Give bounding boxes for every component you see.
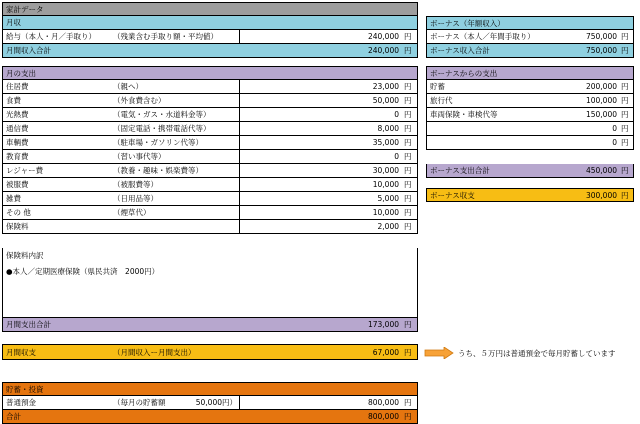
page-title: 家計データ: [6, 5, 44, 14]
bonus-income-total-row: [426, 44, 634, 58]
expense-row: [2, 206, 418, 220]
bonus-income-header: [426, 16, 634, 30]
expense-row-note: （親へ）: [113, 82, 143, 91]
column-divider: [239, 220, 240, 233]
savings-header: [2, 382, 418, 396]
bonus-expense-row-amount: 200,000: [585, 82, 617, 91]
savings-total-unit: 円: [404, 412, 412, 421]
bonus-income-total-amount: 750,000: [585, 46, 617, 55]
expense-row-label: 食費: [6, 96, 21, 105]
income-row-label: 給与（本人・月／手取り）: [6, 32, 96, 41]
column-divider: [239, 396, 240, 409]
expense-row-unit: 円: [404, 152, 412, 161]
savings-total-label: 合計: [6, 412, 21, 421]
monthly-balance-row: [2, 344, 418, 360]
bonus-expense-row: [426, 80, 634, 94]
bonus-expense-row-amount: 0: [612, 124, 617, 133]
bonus-expense-total-row: [426, 164, 634, 178]
expense-row-amount: 23,000: [372, 82, 399, 91]
expense-row-unit: 円: [404, 180, 412, 189]
bonus-expense-row-label: 貯蓄: [430, 82, 445, 91]
savings-row-note-amount: 50,000円）: [195, 398, 237, 407]
expense-row-note: （電気・ガス・水道料金等）: [113, 110, 211, 119]
expense-row-amount: 0: [394, 110, 399, 119]
column-divider: [239, 192, 240, 205]
bonus-expense-row-unit: 円: [621, 82, 629, 91]
savings-row-amount: 800,000: [367, 398, 399, 407]
bonus-expense-row-amount: 0: [612, 138, 617, 147]
column-divider: [239, 178, 240, 191]
expense-row-label: その 他: [6, 208, 31, 217]
expense-row: [2, 220, 418, 234]
insurance-breakdown-box: [2, 248, 418, 318]
bonus-income-row-amount: 750,000: [585, 32, 617, 41]
expense-row: [2, 108, 418, 122]
expense-row-label: 光熱費: [6, 110, 29, 119]
expense-row-note: （教養・趣味・娯楽費等）: [113, 166, 203, 175]
bonus-expense-total-label: ボーナス支出合計: [430, 166, 490, 175]
income-row: [2, 30, 418, 44]
expense-total-amount: 173,000: [367, 320, 399, 329]
bonus-balance-label: ボーナス収支: [430, 191, 475, 200]
income-row-unit: 円: [404, 32, 412, 41]
insurance-breakdown-item: ●本人／定期医療保険（県民共済 2000円）: [6, 267, 160, 276]
expense-row: [2, 80, 418, 94]
expense-row-unit: 円: [404, 124, 412, 133]
expense-row-unit: 円: [404, 82, 412, 91]
savings-row-label: 普通預金: [6, 398, 36, 407]
expense-row-unit: 円: [404, 208, 412, 217]
expense-row-unit: 円: [404, 222, 412, 231]
expense-row: [2, 150, 418, 164]
income-total-label: 月間収入合計: [6, 46, 51, 55]
bonus-expense-row: [426, 94, 634, 108]
income-total-unit: 円: [404, 46, 412, 55]
expense-total-unit: 円: [404, 320, 412, 329]
income-row-amount: 240,000: [367, 32, 399, 41]
bonus-income-header-label: ボーナス（年額収入）: [430, 19, 505, 28]
column-divider: [239, 108, 240, 121]
bonus-balance-unit: 円: [621, 191, 629, 200]
page-title-bar: [2, 2, 418, 16]
bonus-expense-row: [426, 108, 634, 122]
bonus-income-row-unit: 円: [621, 32, 629, 41]
expense-row-unit: 円: [404, 138, 412, 147]
expense-row-label: 住居費: [6, 82, 29, 91]
bonus-expense-row: [426, 136, 634, 150]
bonus-expense-row-label: 車両保険・車検代等: [430, 110, 498, 119]
bonus-expense-row-unit: 円: [621, 124, 629, 133]
expense-header: [2, 66, 418, 80]
expense-row-amount: 0: [394, 152, 399, 161]
expense-row-label: 雑費: [6, 194, 21, 203]
column-divider: [239, 206, 240, 219]
bonus-expense-header-label: ボーナスからの支出: [430, 69, 498, 78]
savings-total-amount: 800,000: [367, 412, 399, 421]
expense-row-amount: 50,000: [372, 96, 399, 105]
expense-row: [2, 136, 418, 150]
expense-row-amount: 10,000: [372, 208, 399, 217]
expense-row: [2, 178, 418, 192]
bonus-expense-row: [426, 122, 634, 136]
monthly-balance-label: 月間収支: [6, 348, 36, 357]
bonus-income-row-label: ボーナス（本人／年間手取り）: [430, 32, 535, 41]
column-divider: [239, 80, 240, 93]
bonus-expense-row-unit: 円: [621, 96, 629, 105]
savings-row: [2, 396, 418, 410]
monthly-balance-note: （月間収入ー月間支出）: [113, 348, 196, 357]
income-header: [2, 16, 418, 30]
column-divider: [239, 94, 240, 107]
bonus-expense-header: [426, 66, 634, 80]
bonus-expense-row-unit: 円: [621, 110, 629, 119]
column-divider: [239, 150, 240, 163]
monthly-balance-unit: 円: [404, 348, 412, 357]
income-total-row: [2, 44, 418, 58]
expense-row-amount: 30,000: [372, 166, 399, 175]
balance-note: うち、５万円は普通預金で毎月貯蓄しています: [458, 349, 616, 358]
savings-header-label: 貯蓄・投資: [6, 385, 44, 394]
income-total-amount: 240,000: [367, 46, 399, 55]
expense-row-label: レジャー費: [6, 166, 44, 175]
expense-row-unit: 円: [404, 96, 412, 105]
expense-row-unit: 円: [404, 110, 412, 119]
expense-row-label: 教育費: [6, 152, 29, 161]
column-divider: [239, 164, 240, 177]
income-row-note: （残業含む手取り額・平均値）: [113, 32, 218, 41]
monthly-balance-amount: 67,000: [372, 348, 399, 357]
arrow-right-icon: [424, 347, 454, 359]
expense-row: [2, 122, 418, 136]
bonus-income-total-label: ボーナス収入合計: [430, 46, 490, 55]
expense-row-note: （被服費等）: [113, 180, 158, 189]
expense-row-amount: 35,000: [372, 138, 399, 147]
expense-row-unit: 円: [404, 194, 412, 203]
column-divider: [239, 30, 240, 43]
expense-row-note: （外食費含む）: [113, 96, 166, 105]
bonus-expense-row-amount: 100,000: [585, 96, 617, 105]
expense-row-amount: 2,000: [377, 222, 399, 231]
expense-row-amount: 10,000: [372, 180, 399, 189]
expense-total-label: 月間支出合計: [6, 320, 51, 329]
bonus-balance-row: [426, 188, 634, 202]
column-divider: [239, 122, 240, 135]
bonus-expense-row-unit: 円: [621, 138, 629, 147]
expense-row-label: 被服費: [6, 180, 29, 189]
expense-row-amount: 5,000: [377, 194, 399, 203]
expense-row-note: （煙草代）: [113, 208, 151, 217]
bonus-income-total-unit: 円: [621, 46, 629, 55]
expense-row-label: 保険料: [6, 222, 29, 231]
savings-row-note: （毎月の貯蓄額: [113, 398, 166, 407]
expense-row-note: （駐車場・ガソリン代等）: [113, 138, 203, 147]
bonus-expense-total-amount: 450,000: [585, 166, 617, 175]
expense-header-label: 月の支出: [6, 69, 36, 78]
expense-row-note: （習い事代等）: [113, 152, 166, 161]
expense-row-label: 通信費: [6, 124, 29, 133]
savings-total-row: [2, 410, 418, 424]
bonus-income-row: [426, 30, 634, 44]
expense-row: [2, 192, 418, 206]
expense-total-row: [2, 318, 418, 332]
income-header-label: 月収: [6, 18, 21, 27]
bonus-expense-total-unit: 円: [621, 166, 629, 175]
savings-row-unit: 円: [404, 398, 412, 407]
expense-row: [2, 164, 418, 178]
expense-row-amount: 8,000: [377, 124, 399, 133]
expense-row: [2, 94, 418, 108]
expense-row-label: 車輌費: [6, 138, 29, 147]
bonus-expense-row-label: 旅行代: [430, 96, 453, 105]
bonus-balance-amount: 300,000: [585, 191, 617, 200]
column-divider: [239, 136, 240, 149]
bonus-expense-row-amount: 150,000: [585, 110, 617, 119]
insurance-breakdown-header: 保険料内訳: [6, 251, 44, 260]
expense-row-note: （固定電話・携帯電話代等）: [113, 124, 211, 133]
expense-row-note: （日用品等）: [113, 194, 158, 203]
expense-row-unit: 円: [404, 166, 412, 175]
